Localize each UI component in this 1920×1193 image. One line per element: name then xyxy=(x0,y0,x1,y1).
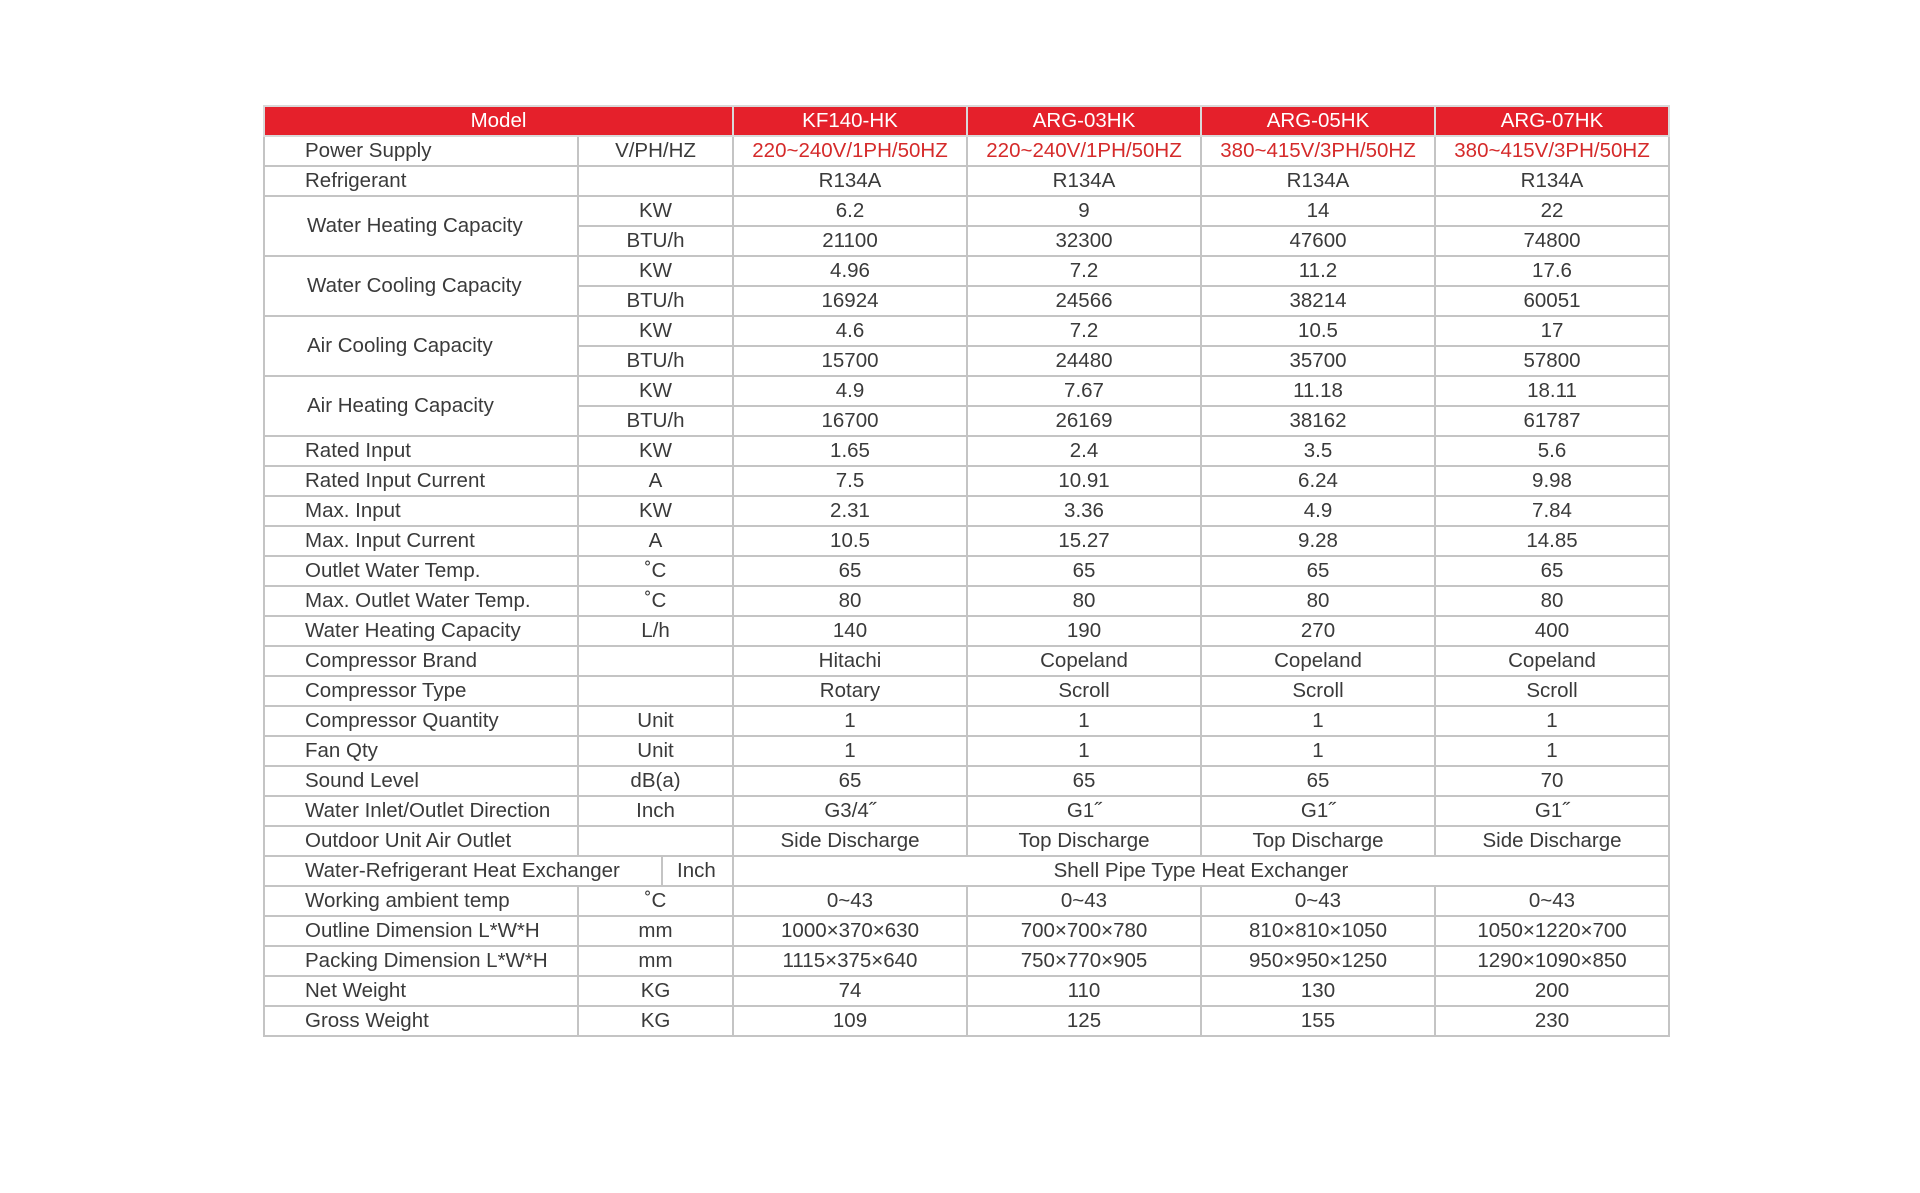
row-unit: KW xyxy=(578,316,733,346)
row-label: Compressor Brand xyxy=(264,646,578,676)
cell-value: 6.2 xyxy=(733,196,967,226)
cell-value: 1.65 xyxy=(733,436,967,466)
row-unit: dB(a) xyxy=(578,766,733,796)
cell-value: 220~240V/1PH/50HZ xyxy=(733,136,967,166)
cell-value: 4.9 xyxy=(733,376,967,406)
cell-value: 65 xyxy=(733,766,967,796)
cell-value: 220~240V/1PH/50HZ xyxy=(967,136,1201,166)
cell-value: 130 xyxy=(1201,976,1435,1006)
table-row xyxy=(264,676,1669,706)
row-unit: A xyxy=(578,526,733,556)
cell-value: 17.6 xyxy=(1435,256,1669,286)
row-unit: KW xyxy=(578,496,733,526)
cell-value: 0~43 xyxy=(1435,886,1669,916)
cell-value: 15700 xyxy=(733,346,967,376)
row-label: Max. Outlet Water Temp. xyxy=(264,586,578,616)
row-label: Water Heating Capacity xyxy=(264,616,578,646)
row-label: Water Inlet/Outlet Direction xyxy=(264,796,578,826)
cell-value: 24566 xyxy=(967,286,1201,316)
cell-value: 1115×375×640 xyxy=(733,946,967,976)
cell-value: 7.2 xyxy=(967,256,1201,286)
cell-value: 0~43 xyxy=(967,886,1201,916)
row-unit: KW xyxy=(578,436,733,466)
cell-value: 24480 xyxy=(967,346,1201,376)
heat-exchanger-label xyxy=(265,857,732,885)
cell-value: 200 xyxy=(1435,976,1669,1006)
row-label-cell xyxy=(264,856,733,886)
cell-value: G1˝ xyxy=(1435,796,1669,826)
table-row xyxy=(264,856,1669,886)
table-row xyxy=(264,586,1669,616)
row-label: Net Weight xyxy=(264,976,578,1006)
cell-value: 155 xyxy=(1201,1006,1435,1036)
cell-value: 65 xyxy=(967,556,1201,586)
cell-value: 1 xyxy=(733,706,967,736)
cell-value: 17 xyxy=(1435,316,1669,346)
cell-value: 3.5 xyxy=(1201,436,1435,466)
cell-value: 700×700×780 xyxy=(967,916,1201,946)
cell-value: 11.18 xyxy=(1201,376,1435,406)
cell-value: 10.91 xyxy=(967,466,1201,496)
row-label: Refrigerant xyxy=(264,166,578,196)
table-row xyxy=(264,766,1669,796)
row-unit: KG xyxy=(578,1006,733,1036)
row-label: Air Cooling Capacity xyxy=(264,316,578,376)
cell-value: 32300 xyxy=(967,226,1201,256)
cell-value: 1 xyxy=(1435,706,1669,736)
row-label: Outline Dimension L*W*H xyxy=(264,916,578,946)
cell-value: 80 xyxy=(967,586,1201,616)
model-header: Model xyxy=(264,106,733,136)
row-label: Rated Input xyxy=(264,436,578,466)
cell-value: 380~415V/3PH/50HZ xyxy=(1435,136,1669,166)
cell-value: 4.6 xyxy=(733,316,967,346)
cell-value: Copeland xyxy=(1435,646,1669,676)
cell-value: 1050×1220×700 xyxy=(1435,916,1669,946)
cell-value: 230 xyxy=(1435,1006,1669,1036)
row-unit: V/PH/HZ xyxy=(578,136,733,166)
row-unit: Inch xyxy=(578,796,733,826)
row-unit: L/h xyxy=(578,616,733,646)
row-unit: BTU/h xyxy=(578,286,733,316)
table-row xyxy=(264,196,1669,226)
row-label: Water-Refrigerant Heat Exchanger xyxy=(305,859,620,882)
row-label: Gross Weight xyxy=(264,1006,578,1036)
cell-value: 4.96 xyxy=(733,256,967,286)
row-unit: mm xyxy=(578,946,733,976)
cell-value: Scroll xyxy=(967,676,1201,706)
cell-value: 10.5 xyxy=(733,526,967,556)
row-unit: KW xyxy=(578,256,733,286)
cell-value: 65 xyxy=(967,766,1201,796)
cell-value: 57800 xyxy=(1435,346,1669,376)
table-row xyxy=(264,466,1669,496)
table-row xyxy=(264,556,1669,586)
cell-value: 16924 xyxy=(733,286,967,316)
row-unit: ˚C xyxy=(578,556,733,586)
cell-value: 61787 xyxy=(1435,406,1669,436)
cell-value: 22 xyxy=(1435,196,1669,226)
cell-value: 950×950×1250 xyxy=(1201,946,1435,976)
cell-value: 9 xyxy=(967,196,1201,226)
row-unit xyxy=(578,166,733,196)
cell-value: Copeland xyxy=(967,646,1201,676)
row-unit: mm xyxy=(578,916,733,946)
table-row xyxy=(264,136,1669,166)
cell-value: 0~43 xyxy=(1201,886,1435,916)
cell-value: 2.31 xyxy=(733,496,967,526)
table-row xyxy=(264,736,1669,766)
row-label: Sound Level xyxy=(264,766,578,796)
cell-value: 60051 xyxy=(1435,286,1669,316)
cell-value: R134A xyxy=(1201,166,1435,196)
cell-value: 70 xyxy=(1435,766,1669,796)
row-label: Working ambient temp xyxy=(264,886,578,916)
cell-value: 16700 xyxy=(733,406,967,436)
table-row xyxy=(264,646,1669,676)
spec-body xyxy=(264,136,1669,1036)
row-label: Air Heating Capacity xyxy=(264,376,578,436)
cell-value: 1 xyxy=(1201,736,1435,766)
cell-value: 65 xyxy=(1435,556,1669,586)
table-row xyxy=(264,166,1669,196)
row-label: Compressor Quantity xyxy=(264,706,578,736)
cell-value: 1 xyxy=(967,706,1201,736)
model-header-3: ARG-05HK xyxy=(1201,106,1435,136)
cell-value: 810×810×1050 xyxy=(1201,916,1435,946)
table-row xyxy=(264,826,1669,856)
table-row xyxy=(264,946,1669,976)
table-row xyxy=(264,976,1669,1006)
cell-value: 35700 xyxy=(1201,346,1435,376)
row-unit: Unit xyxy=(578,706,733,736)
cell-value: 1 xyxy=(1201,706,1435,736)
cell-value: 109 xyxy=(733,1006,967,1036)
cell-value: 65 xyxy=(733,556,967,586)
cell-value: Side Discharge xyxy=(1435,826,1669,856)
cell-value: Top Discharge xyxy=(967,826,1201,856)
cell-value: 74 xyxy=(733,976,967,1006)
cell-value: 190 xyxy=(967,616,1201,646)
row-unit: Unit xyxy=(578,736,733,766)
cell-value: 6.24 xyxy=(1201,466,1435,496)
row-unit: ˚C xyxy=(578,586,733,616)
row-unit: KG xyxy=(578,976,733,1006)
row-label: Outlet Water Temp. xyxy=(264,556,578,586)
cell-value: 270 xyxy=(1201,616,1435,646)
cell-value: 18.11 xyxy=(1435,376,1669,406)
cell-value: 47600 xyxy=(1201,226,1435,256)
cell-value: 38162 xyxy=(1201,406,1435,436)
cell-value: Top Discharge xyxy=(1201,826,1435,856)
row-label: Fan Qty xyxy=(264,736,578,766)
row-unit: BTU/h xyxy=(578,406,733,436)
cell-value: 7.84 xyxy=(1435,496,1669,526)
cell-value: 10.5 xyxy=(1201,316,1435,346)
cell-value: Hitachi xyxy=(733,646,967,676)
row-unit: ˚C xyxy=(578,886,733,916)
merged-value: Shell Pipe Type Heat Exchanger xyxy=(733,856,1669,886)
cell-value: 3.36 xyxy=(967,496,1201,526)
cell-value: 38214 xyxy=(1201,286,1435,316)
row-unit xyxy=(578,676,733,706)
cell-value: 2.4 xyxy=(967,436,1201,466)
cell-value: 400 xyxy=(1435,616,1669,646)
table-row xyxy=(264,916,1669,946)
row-label: Outdoor Unit Air Outlet xyxy=(264,826,578,856)
cell-value: 5.6 xyxy=(1435,436,1669,466)
cell-value: Copeland xyxy=(1201,646,1435,676)
cell-value: 9.98 xyxy=(1435,466,1669,496)
row-unit: BTU/h xyxy=(578,346,733,376)
cell-value: 65 xyxy=(1201,766,1435,796)
cell-value: 80 xyxy=(1435,586,1669,616)
model-header-4: ARG-07HK xyxy=(1435,106,1669,136)
row-label: Power Supply xyxy=(264,136,578,166)
cell-value: 4.9 xyxy=(1201,496,1435,526)
row-label: Packing Dimension L*W*H xyxy=(264,946,578,976)
cell-value: 1290×1090×850 xyxy=(1435,946,1669,976)
cell-value: 7.2 xyxy=(967,316,1201,346)
cell-value: 1 xyxy=(1435,736,1669,766)
table-row xyxy=(264,496,1669,526)
cell-value: R134A xyxy=(1435,166,1669,196)
cell-value: 11.2 xyxy=(1201,256,1435,286)
cell-value: G1˝ xyxy=(1201,796,1435,826)
cell-value: 0~43 xyxy=(733,886,967,916)
row-label: Max. Input Current xyxy=(264,526,578,556)
cell-value: 750×770×905 xyxy=(967,946,1201,976)
row-unit: KW xyxy=(578,196,733,226)
row-label: Water Heating Capacity xyxy=(264,196,578,256)
row-label: Compressor Type xyxy=(264,676,578,706)
cell-value: 9.28 xyxy=(1201,526,1435,556)
row-unit: A xyxy=(578,466,733,496)
cell-value: R134A xyxy=(733,166,967,196)
row-unit: BTU/h xyxy=(578,226,733,256)
cell-value: 1 xyxy=(967,736,1201,766)
cell-value: 26169 xyxy=(967,406,1201,436)
cell-value: Scroll xyxy=(1435,676,1669,706)
cell-value: Rotary xyxy=(733,676,967,706)
cell-value: 65 xyxy=(1201,556,1435,586)
row-label: Max. Input xyxy=(264,496,578,526)
model-header-2: ARG-03HK xyxy=(967,106,1201,136)
cell-value: 7.67 xyxy=(967,376,1201,406)
cell-value: 74800 xyxy=(1435,226,1669,256)
cell-value: G1˝ xyxy=(967,796,1201,826)
cell-value: 110 xyxy=(967,976,1201,1006)
cell-value: Scroll xyxy=(1201,676,1435,706)
cell-value: 7.5 xyxy=(733,466,967,496)
table-row xyxy=(264,376,1669,406)
cell-value: 125 xyxy=(967,1006,1201,1036)
cell-value: 140 xyxy=(733,616,967,646)
cell-value: 1 xyxy=(733,736,967,766)
cell-value: 14 xyxy=(1201,196,1435,226)
table-row xyxy=(264,526,1669,556)
cell-value: G3/4˝ xyxy=(733,796,967,826)
table-row xyxy=(264,436,1669,466)
row-unit xyxy=(578,646,733,676)
row-label: Rated Input Current xyxy=(264,466,578,496)
table-row xyxy=(264,706,1669,736)
cell-value: R134A xyxy=(967,166,1201,196)
row-unit: Inch xyxy=(661,857,732,885)
cell-value: 1000×370×630 xyxy=(733,916,967,946)
cell-value: 14.85 xyxy=(1435,526,1669,556)
spec-table xyxy=(263,105,1670,1037)
row-label: Water Cooling Capacity xyxy=(264,256,578,316)
table-row xyxy=(264,886,1669,916)
table-row xyxy=(264,616,1669,646)
row-unit xyxy=(578,826,733,856)
cell-value: 80 xyxy=(1201,586,1435,616)
cell-value: 380~415V/3PH/50HZ xyxy=(1201,136,1435,166)
table-row xyxy=(264,316,1669,346)
cell-value: 15.27 xyxy=(967,526,1201,556)
cell-value: 80 xyxy=(733,586,967,616)
cell-value: Side Discharge xyxy=(733,826,967,856)
header-row xyxy=(264,106,1669,136)
model-header-1: KF140-HK xyxy=(733,106,967,136)
table-row xyxy=(264,1006,1669,1036)
table-row xyxy=(264,796,1669,826)
table-row xyxy=(264,256,1669,286)
row-unit: KW xyxy=(578,376,733,406)
cell-value: 21100 xyxy=(733,226,967,256)
